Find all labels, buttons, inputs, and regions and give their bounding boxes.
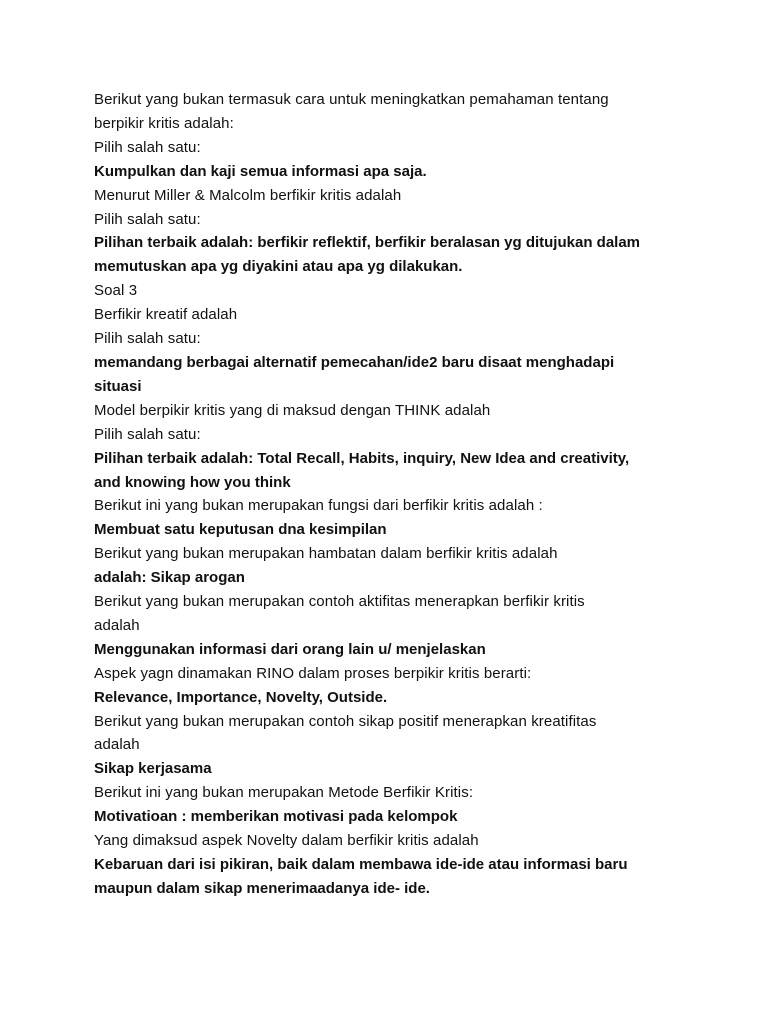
question-line: adalah	[94, 736, 140, 754]
answer-line: memutuskan apa yg diyakini atau apa yg dilakukan.	[94, 258, 463, 276]
question-line: Menurut Miller & Malcolm berfikir kritis adalah	[94, 186, 402, 204]
question-line: Pilih salah satu:	[94, 210, 201, 228]
question-line: Aspek yagn dinamakan RINO dalam proses berpikir kritis berarti:	[94, 664, 532, 682]
document-page	[94, 88, 694, 901]
answer-line: memandang berbagai alternatif pemecahan/ide2 baru disaat menghadapi	[94, 353, 615, 371]
question-line: berpikir kritis adalah:	[94, 114, 234, 132]
answer-line: adalah: Sikap arogan	[94, 569, 245, 587]
answer-line: Membuat satu keputusan dna kesimpilan	[94, 521, 387, 539]
answer-line: Relevance, Importance, Novelty, Outside.	[94, 688, 388, 706]
question-line: Pilih salah satu:	[94, 330, 201, 348]
question-line: Berikut yang bukan merupakan contoh sikap positif menerapkan kreatifitas	[94, 712, 597, 730]
question-line: Model berpikir kritis yang di maksud dengan THINK adalah	[94, 401, 491, 419]
answer-line: Pilihan terbaik adalah: berfikir reflektif, berfikir beralasan yg ditujukan dalam	[94, 234, 641, 252]
answer-line: maupun dalam sikap menerimaadanya ide- ide.	[94, 879, 430, 897]
question-line: Berikut yang bukan termasuk cara untuk meningkatkan pemahaman tentang	[94, 91, 609, 108]
question-line: Berikut ini yang bukan merupakan Metode Berfikir Kritis:	[94, 784, 474, 802]
question-line: Soal 3	[94, 282, 138, 300]
question-line: Berfikir kreatif adalah	[94, 306, 238, 324]
answer-line: Kebaruan dari isi pikiran, baik dalam membawa ide-ide atau informasi baru	[94, 856, 628, 873]
question-line: Berikut yang bukan merupakan hambatan dalam berfikir kritis adalah	[94, 545, 558, 563]
question-line: adalah	[94, 616, 140, 634]
question-line: Pilih salah satu:	[94, 425, 201, 443]
answer-line: Menggunakan informasi dari orang lain u/ menjelaskan	[94, 640, 486, 658]
answer-line: Kumpulkan dan kaji semua informasi apa saja.	[94, 162, 427, 180]
answer-line: and knowing how you think	[94, 473, 291, 491]
answer-line: Motivatioan : memberikan motivasi pada kelompok	[94, 808, 458, 826]
answer-line: situasi	[94, 377, 142, 395]
question-line: Berikut yang bukan merupakan contoh aktifitas menerapkan berfikir kritis	[94, 593, 585, 611]
answer-line: Pilihan terbaik adalah: Total Recall, Habits, inquiry, New Idea and creativity,	[94, 449, 630, 467]
question-line: Berikut ini yang bukan merupakan fungsi dari berfikir kritis adalah :	[94, 497, 543, 515]
question-line: Pilih salah satu:	[94, 138, 201, 156]
answer-line: Sikap kerjasama	[94, 760, 212, 778]
question-line: Yang dimaksud aspek Novelty dalam berfikir kritis adalah	[94, 832, 479, 850]
